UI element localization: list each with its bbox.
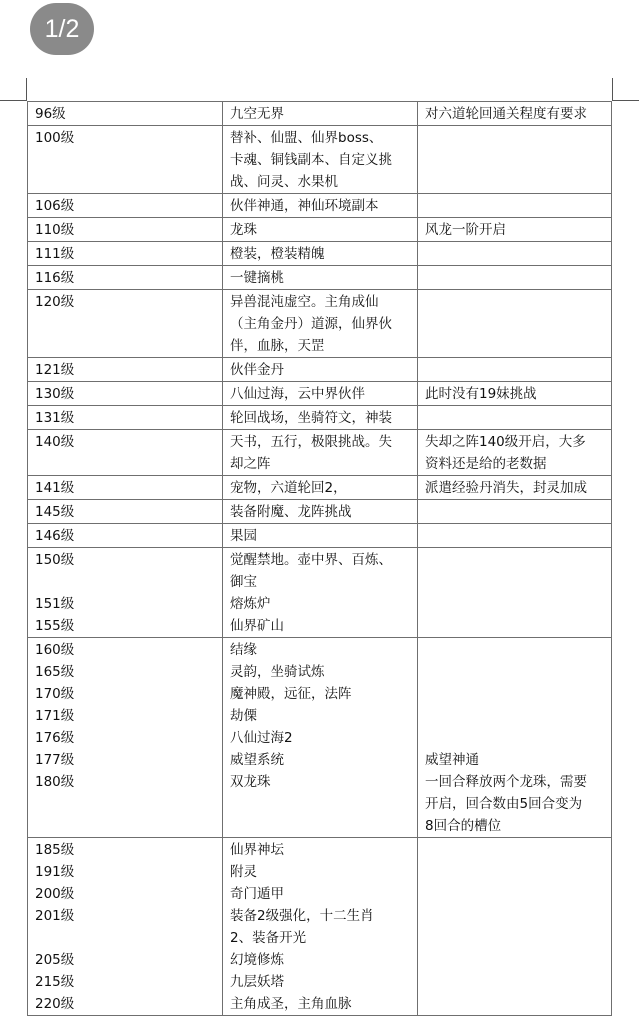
- note-cell: [418, 430, 612, 476]
- level-text: 145级: [35, 504, 75, 520]
- level-text: 121级: [35, 362, 75, 378]
- level-text: 200级: [35, 886, 75, 902]
- note-cell: [418, 242, 612, 266]
- level-text: 191级: [35, 864, 75, 880]
- note-cell: [418, 500, 612, 524]
- table-row: [28, 638, 612, 838]
- level-cell: [28, 476, 223, 500]
- level-text: 150级: [35, 552, 75, 568]
- note-cell: [418, 406, 612, 430]
- note-text: 对六道轮回通关程度有要求: [425, 106, 587, 122]
- level-text: 205级: [35, 952, 75, 968]
- feature-text: 龙珠: [230, 222, 257, 238]
- note-cell: [418, 476, 612, 500]
- table-row: [28, 218, 612, 242]
- feature-cell: [223, 290, 418, 358]
- level-cell: [28, 382, 223, 406]
- note-cell: [418, 194, 612, 218]
- level-text: 110级: [35, 222, 75, 238]
- table-row: [28, 476, 612, 500]
- feature-cell: [223, 126, 418, 194]
- level-text: 185级: [35, 842, 75, 858]
- feature-cell: [223, 500, 418, 524]
- feature-text: 威望系统: [230, 752, 284, 768]
- note-cell: [418, 126, 612, 194]
- feature-cell: [223, 406, 418, 430]
- feature-text: 伴，血脉，天罡: [230, 338, 325, 354]
- feature-text: 熔炼炉: [230, 596, 271, 612]
- feature-text: 附灵: [230, 864, 257, 880]
- feature-text: 装备2级强化，十二生肖: [230, 908, 374, 924]
- feature-cell: [223, 218, 418, 242]
- level-text: 120级: [35, 294, 75, 310]
- level-cell: [28, 430, 223, 476]
- level-text: [35, 571, 216, 593]
- table-body: [28, 102, 612, 1016]
- feature-text: 幻境修炼: [230, 952, 284, 968]
- note-cell: [418, 290, 612, 358]
- note-text: 此时没有19妹挑战: [425, 386, 537, 402]
- feature-text: 九层妖塔: [230, 974, 284, 990]
- level-text: 96级: [35, 106, 66, 122]
- feature-cell: [223, 476, 418, 500]
- level-text: 170级: [35, 686, 75, 702]
- table-row: [28, 266, 612, 290]
- level-text: 100级: [35, 130, 75, 146]
- feature-text: 战、问灵、水果机: [230, 174, 338, 190]
- table-row: [28, 838, 612, 1016]
- level-cell: [28, 838, 223, 1016]
- level-text: 146级: [35, 528, 75, 544]
- note-text: 失却之阵140级开启，大多: [425, 434, 586, 450]
- feature-text: 果园: [230, 528, 257, 544]
- level-cell: [28, 242, 223, 266]
- level-text: 106级: [35, 198, 75, 214]
- note-cell: [418, 524, 612, 548]
- feature-text: 卡魂、铜钱副本、自定义挑: [230, 152, 392, 168]
- level-cell: [28, 358, 223, 382]
- table-row: [28, 242, 612, 266]
- level-text: 165级: [35, 664, 75, 680]
- feature-text: 一键摘桃: [230, 270, 284, 286]
- feature-text: 双龙珠: [230, 774, 271, 790]
- level-cell: [28, 102, 223, 126]
- level-text: 141级: [35, 480, 75, 496]
- level-text: 180级: [35, 774, 75, 790]
- level-cell: [28, 194, 223, 218]
- level-text: 176级: [35, 730, 75, 746]
- level-text: 111级: [35, 246, 75, 262]
- feature-cell: [223, 102, 418, 126]
- feature-cell: [223, 382, 418, 406]
- feature-text: 却之阵: [230, 456, 271, 472]
- level-cell: [28, 524, 223, 548]
- level-text: 177级: [35, 752, 75, 768]
- feature-text: 仙界神坛: [230, 842, 284, 858]
- note-cell: [418, 548, 612, 638]
- note-text: [425, 639, 605, 661]
- feature-text: 主角成圣，主角血脉: [230, 996, 352, 1012]
- feature-text: 替补、仙盟、仙界boss、: [230, 130, 383, 146]
- level-unlock-table: [27, 101, 612, 1016]
- level-cell: [28, 218, 223, 242]
- level-cell: [28, 406, 223, 430]
- feature-text: 2、装备开光: [230, 930, 307, 946]
- level-text: 130级: [35, 386, 75, 402]
- level-cell: [28, 638, 223, 838]
- crop-mark-right-horizontal: [612, 100, 639, 101]
- table-row: [28, 102, 612, 126]
- level-cell: [28, 290, 223, 358]
- table-row: [28, 500, 612, 524]
- feature-cell: [223, 194, 418, 218]
- note-cell: [418, 102, 612, 126]
- table-row: [28, 406, 612, 430]
- table-row: [28, 126, 612, 194]
- note-text: 8回合的槽位: [425, 818, 502, 834]
- level-text: 215级: [35, 974, 75, 990]
- feature-text: 装备附魔、龙阵挑战: [230, 504, 352, 520]
- feature-text: 八仙过海2: [230, 730, 293, 746]
- feature-cell: [223, 548, 418, 638]
- note-text: 一回合释放两个龙珠，需要: [425, 774, 587, 790]
- note-text: [425, 705, 605, 727]
- level-text: 220级: [35, 996, 75, 1012]
- level-text: 140级: [35, 434, 75, 450]
- crop-mark-right-vertical: [612, 78, 613, 100]
- note-cell: [418, 358, 612, 382]
- feature-text: 劫傈: [230, 708, 257, 724]
- note-text: 开启，回合数由5回合变为: [425, 796, 583, 812]
- level-cell: [28, 548, 223, 638]
- feature-text: 仙界矿山: [230, 618, 284, 634]
- feature-text: 异兽混沌虚空。主角成仙: [230, 294, 379, 310]
- table-row: [28, 524, 612, 548]
- table-row: [28, 290, 612, 358]
- feature-cell: [223, 430, 418, 476]
- feature-cell: [223, 838, 418, 1016]
- feature-text: 魔神殿，远征，法阵: [230, 686, 352, 702]
- level-text: 131级: [35, 410, 75, 426]
- table-row: [28, 430, 612, 476]
- feature-cell: [223, 242, 418, 266]
- level-text: [35, 927, 216, 949]
- note-text: [425, 661, 605, 683]
- level-cell: [28, 500, 223, 524]
- feature-cell: [223, 358, 418, 382]
- level-text: 151级: [35, 596, 75, 612]
- level-cell: [28, 266, 223, 290]
- table-row: [28, 548, 612, 638]
- feature-text: 九空无界: [230, 106, 284, 122]
- level-text: 160级: [35, 642, 75, 658]
- crop-mark-left-vertical: [26, 78, 27, 100]
- note-text: 威望神通: [425, 752, 479, 768]
- feature-text: 轮回战场，坐骑符文，神装: [230, 410, 392, 426]
- feature-text: 宠物，六道轮回2，: [230, 480, 347, 496]
- note-cell: [418, 638, 612, 838]
- note-text: 派遣经验丹消失，封灵加成: [425, 480, 587, 496]
- feature-text: （主角金丹）道源，仙界伙: [230, 316, 392, 332]
- feature-text: 奇门遁甲: [230, 886, 284, 902]
- feature-text: 御宝: [230, 574, 257, 590]
- feature-text: 天书，五行，极限挑战。失: [230, 434, 392, 450]
- feature-cell: [223, 266, 418, 290]
- level-text: 171级: [35, 708, 75, 724]
- feature-cell: [223, 524, 418, 548]
- note-cell: [418, 382, 612, 406]
- feature-text: 结缘: [230, 642, 257, 658]
- feature-text: 伙伴金丹: [230, 362, 284, 378]
- table-row: [28, 358, 612, 382]
- feature-text: 觉醒禁地。壶中界、百炼、: [230, 552, 392, 568]
- feature-cell: [223, 638, 418, 838]
- table-row: [28, 194, 612, 218]
- note-cell: [418, 218, 612, 242]
- page-indicator[interactable]: 1/2: [30, 3, 94, 55]
- note-text: 风龙一阶开启: [425, 222, 506, 238]
- feature-text: 伙伴神通，神仙环境副本: [230, 198, 379, 214]
- note-cell: [418, 838, 612, 1016]
- note-text: 资料还是给的老数据: [425, 456, 547, 472]
- level-cell: [28, 126, 223, 194]
- feature-text: 灵韵，坐骑试炼: [230, 664, 325, 680]
- note-text: [425, 727, 605, 749]
- crop-mark-left-horizontal: [0, 100, 27, 101]
- feature-text: 八仙过海，云中界伙伴: [230, 386, 365, 402]
- level-text: 155级: [35, 618, 75, 634]
- level-text: 201级: [35, 908, 75, 924]
- table-row: [28, 382, 612, 406]
- level-text: 116级: [35, 270, 75, 286]
- note-cell: [418, 266, 612, 290]
- feature-text: 橙装，橙装精魄: [230, 246, 325, 262]
- note-text: [425, 683, 605, 705]
